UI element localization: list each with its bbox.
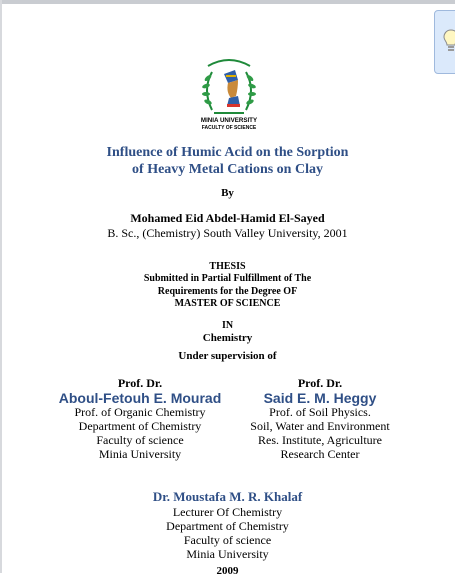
by-label: By [221, 187, 234, 199]
thesis-title-line-2: of Heavy Metal Cations on Clay [132, 162, 323, 177]
supervisor-1-title: Prof. Dr. [117, 376, 163, 390]
co-supervisor-name: Dr. Moustafa M. R. Khalaf [152, 489, 303, 504]
thesis-title-line-1: Influence of Humic Acid on the Sorption [106, 145, 349, 160]
supervisor-1-line-3: Faculty of science [96, 433, 184, 447]
supervisor-2-line-1: Prof. of Soil Physics. [269, 405, 371, 419]
thesis-label: THESIS [209, 261, 246, 272]
supervisor-2-line-4: Research Center [280, 447, 360, 461]
co-supervisor-line-4: Minia University [186, 547, 269, 561]
co-supervisor-line-1: Lecturer Of Chemistry [172, 505, 283, 519]
thesis-line-1: Submitted in Partial Fulfillment of The [143, 273, 312, 284]
university-logo [198, 52, 260, 134]
supervisor-1-name: Aboul-Fetouh E. Mourad [58, 390, 222, 406]
thesis-line-3: MASTER OF SCIENCE [174, 298, 281, 309]
logo-faculty-name: FACULTY OF SCIENCE [201, 125, 257, 131]
supervisor-1-line-4: Minia University [98, 447, 182, 461]
thesis-line-2: Requirements for the Degree OF [157, 286, 298, 297]
co-supervisor [0, 488, 455, 561]
supervisor-2-title: Prof. Dr. [297, 376, 343, 390]
in-label: IN [221, 320, 234, 331]
year: 2009 [216, 565, 239, 577]
supervision-label: Under supervision of [178, 350, 277, 362]
author-degree: B. Sc., (Chemistry) South Valley University, 2001 [107, 226, 348, 240]
co-supervisor-line-2: Department of Chemistry [166, 519, 289, 533]
hint-tab[interactable] [434, 10, 455, 74]
supervisor-2-line-2: Soil, Water and Environment [250, 419, 390, 433]
subject: Chemistry [202, 332, 253, 344]
supervisor-2-name: Said E. M. Heggy [263, 390, 377, 406]
supervisor-1-line-2: Department of Chemistry [78, 419, 202, 433]
viewer-top-border [0, 0, 455, 4]
supervisor-1 [40, 376, 240, 461]
lightbulb-icon [443, 29, 455, 53]
logo-university-name: MINIA UNIVERSITY [200, 117, 258, 124]
supervisor-1-line-1: Prof. of Organic Chemistry [74, 405, 206, 419]
supervisor-2 [225, 376, 415, 461]
author-name: Mohamed Eid Abdel-Hamid El-Sayed [130, 211, 325, 225]
supervisor-2-line-3: Res. Institute, Agriculture [258, 433, 382, 447]
co-supervisor-line-3: Faculty of science [183, 533, 272, 547]
